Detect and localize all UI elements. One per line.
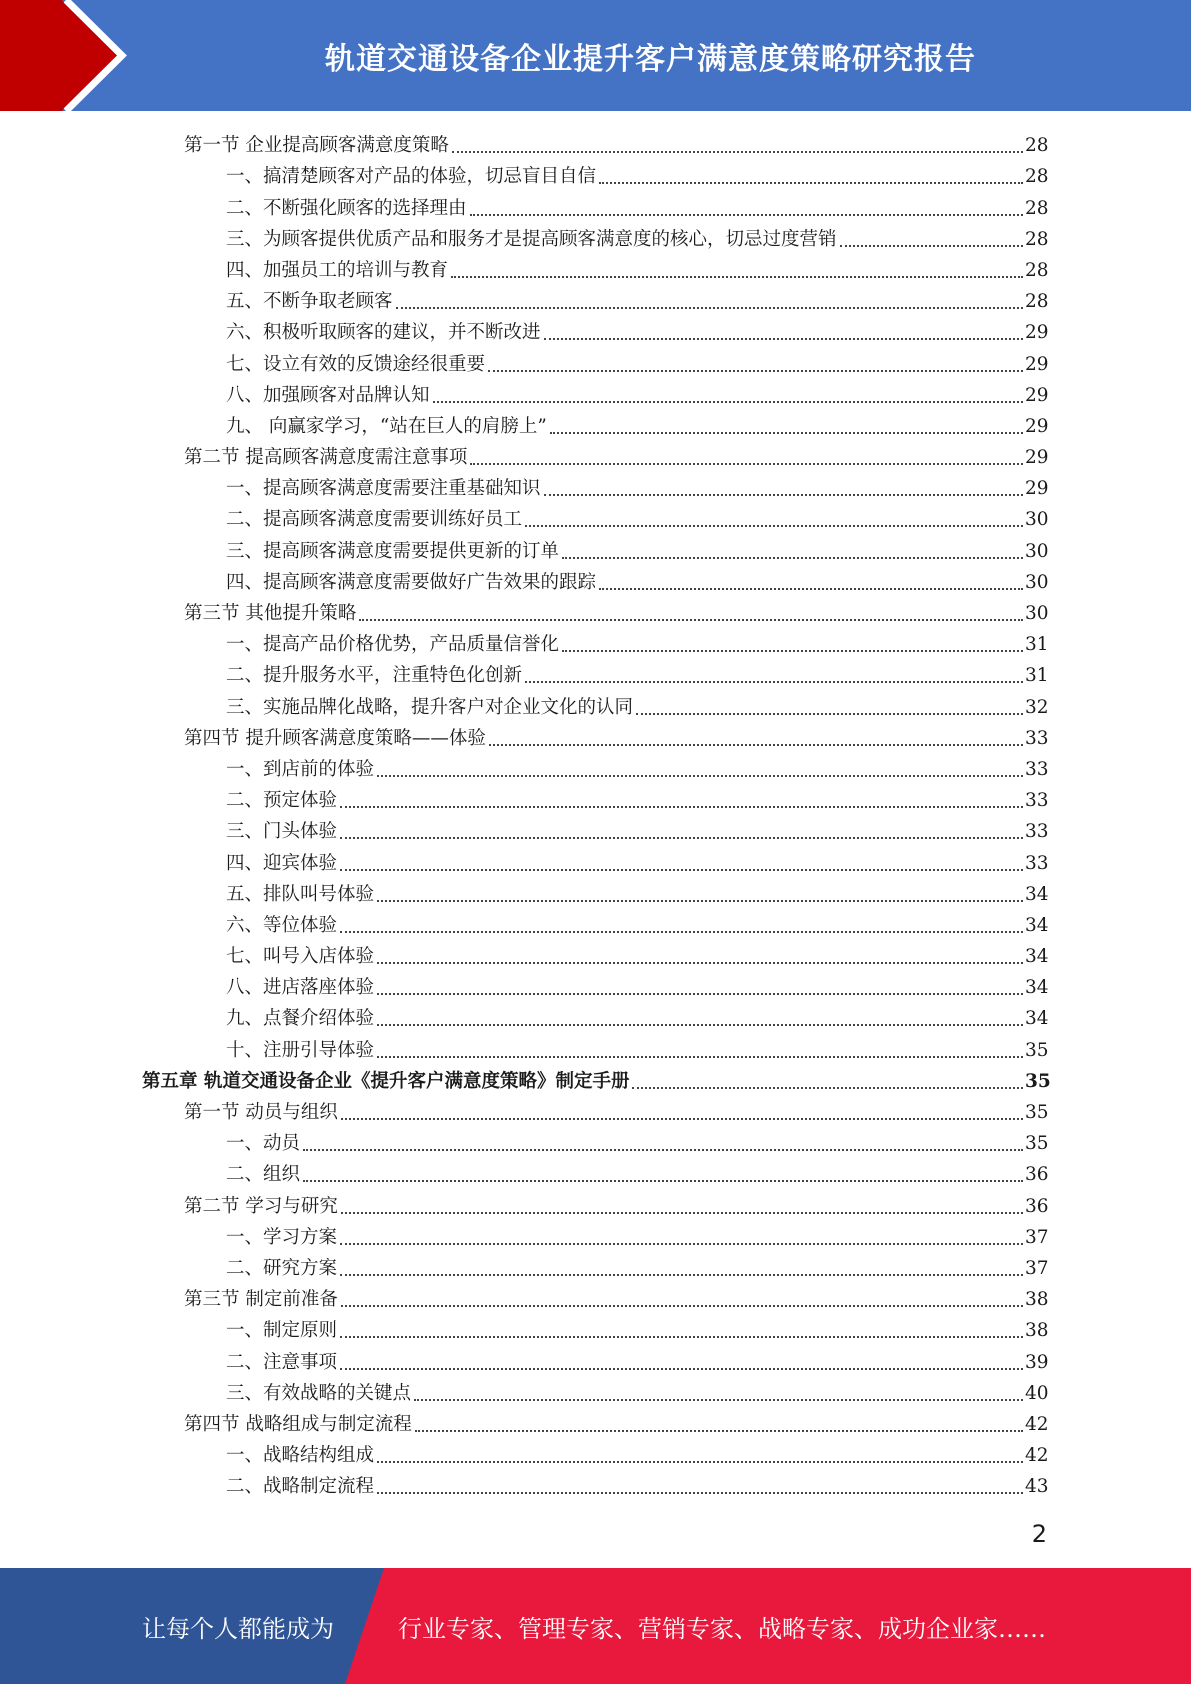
toc-subsection-entry[interactable] [0, 314, 1191, 345]
toc-dot-leader [562, 648, 1023, 652]
toc-entry-page: 28 [1025, 228, 1049, 250]
toc-dot-leader [340, 804, 1023, 808]
toc-subsection-entry[interactable] [0, 283, 1191, 314]
toc-entry-label: 九、点餐介绍体验 [226, 1008, 375, 1030]
toc-dot-leader [433, 399, 1023, 403]
toc-dot-leader [489, 742, 1023, 746]
toc-subsection-entry[interactable] [0, 377, 1191, 408]
toc-entry-page: 37 [1025, 1226, 1049, 1248]
toc-subsection-entry[interactable] [0, 158, 1191, 189]
toc-entry-page: 35 [1025, 1133, 1049, 1155]
toc-entry-page: 28 [1025, 259, 1049, 281]
toc-entry-page: 35 [1025, 1070, 1051, 1092]
toc-section-entry[interactable] [0, 720, 1191, 751]
toc-entry-page: 30 [1025, 603, 1049, 624]
toc-entry-label: 二、提升服务水平，注重特色化创新 [226, 665, 523, 687]
toc-section-entry[interactable] [0, 1094, 1191, 1125]
toc-dot-leader [377, 991, 1023, 995]
toc-dot-leader [544, 336, 1023, 340]
toc-section-entry[interactable] [0, 127, 1191, 158]
toc-entry-page: 36 [1025, 1164, 1049, 1186]
toc-entry-page: 28 [1025, 291, 1049, 313]
toc-entry-page: 28 [1025, 166, 1049, 188]
toc-dot-leader [599, 586, 1023, 590]
toc-dot-leader [396, 305, 1023, 309]
toc-entry-label: 三、实施品牌化战略，提升客户对企业文化的认同 [226, 696, 634, 718]
toc-entry-page: 34 [1025, 883, 1049, 905]
toc-dot-leader [636, 711, 1023, 715]
toc-entry-page: 36 [1025, 1195, 1049, 1217]
footer-slogan-left: 让每个人都能成为 [142, 1614, 334, 1643]
toc-subsection-entry[interactable] [0, 1250, 1191, 1281]
toc-dot-leader [414, 1397, 1023, 1401]
toc-dot-leader [340, 929, 1023, 933]
toc-entry-page: 32 [1025, 696, 1049, 718]
toc-subsection-entry[interactable] [0, 1312, 1191, 1343]
toc-subsection-entry[interactable] [0, 532, 1191, 563]
toc-subsection-entry[interactable] [0, 782, 1191, 813]
toc-entry-label: 二、注意事项 [226, 1351, 338, 1373]
toc-subsection-entry[interactable] [0, 1031, 1191, 1062]
toc-dot-leader [303, 1178, 1023, 1182]
toc-entry-page: 34 [1025, 1008, 1049, 1030]
toc-entry-label: 第二节 提高顾客满意度需注意事项 [184, 447, 468, 469]
toc-dot-leader [377, 1490, 1023, 1494]
toc-subsection-entry[interactable] [0, 626, 1191, 657]
toc-subsection-entry[interactable] [0, 1375, 1191, 1406]
toc-entry-page: 31 [1025, 665, 1049, 687]
toc-entry-label: 第四节 提升顾客满意度策略——体验 [184, 727, 486, 749]
toc-section-entry[interactable] [0, 439, 1191, 470]
toc-dot-leader [377, 960, 1023, 964]
toc-entry-label: 第一节 企业提高顾客满意度策略 [184, 135, 449, 157]
toc-entry-page: 29 [1025, 322, 1049, 344]
toc-entry-page: 42 [1025, 1445, 1049, 1467]
toc-chapter-entry[interactable] [0, 1063, 1191, 1094]
toc-entry-label: 第三节 制定前准备 [184, 1289, 338, 1311]
toc-dot-leader [377, 1022, 1023, 1026]
toc-entry-page: 38 [1025, 1289, 1049, 1311]
toc-dot-leader [599, 180, 1023, 184]
toc-entry-page: 29 [1025, 353, 1049, 375]
toc-dot-leader [840, 243, 1023, 247]
toc-entry-label: 二、战略制定流程 [226, 1476, 375, 1498]
toc-entry-label: 一、提高顾客满意度需要注重基础知识 [226, 478, 541, 500]
toc-subsection-entry[interactable] [0, 221, 1191, 252]
toc-entry-label: 三、为顾客提供优质产品和服务才是提高顾客满意度的核心，切忌过度营销 [226, 228, 837, 250]
toc-entry-label: 一、动员 [226, 1133, 301, 1155]
toc-entry-page: 33 [1025, 790, 1049, 812]
toc-entry-label: 六、等位体验 [226, 914, 338, 936]
toc-entry-label: 二、组织 [226, 1164, 301, 1186]
footer-slogan-right: 行业专家、管理专家、营销专家、战略专家、成功企业家…… [398, 1614, 1046, 1643]
toc-subsection-entry[interactable] [0, 564, 1191, 595]
toc-entry-label: 二、研究方案 [226, 1257, 338, 1279]
toc-entry-label: 第四节 战略组成与制定流程 [184, 1413, 412, 1435]
toc-entry-label: 第五章 轨道交通设备企业《提升客户满意度策略》制定手册 [142, 1070, 630, 1092]
toc-entry-label: 八、加强顾客对品牌认知 [226, 384, 430, 406]
toc-section-entry[interactable] [0, 595, 1191, 626]
toc-entry-page: 30 [1025, 540, 1049, 562]
toc-subsection-entry[interactable] [0, 907, 1191, 938]
toc-subsection-entry[interactable] [0, 813, 1191, 844]
toc-entry-page: 30 [1025, 509, 1049, 531]
toc-entry-page: 40 [1025, 1382, 1049, 1404]
toc-dot-leader [452, 149, 1023, 153]
toc-entry-page: 42 [1025, 1413, 1049, 1435]
toc-entry-page: 31 [1025, 634, 1049, 656]
toc-entry-label: 一、提高产品价格优势，产品质量信誉化 [226, 634, 560, 656]
toc-dot-leader [562, 555, 1023, 559]
toc-entry-label: 一、到店前的体验 [226, 758, 375, 780]
toc-dot-leader [415, 1428, 1023, 1432]
toc-subsection-entry[interactable] [0, 1156, 1191, 1187]
toc-dot-leader [544, 492, 1023, 496]
toc-entry-page: 33 [1025, 758, 1049, 780]
toc-entry-page: 43 [1025, 1476, 1049, 1498]
toc-entry-label: 十、注册引导体验 [226, 1039, 375, 1061]
toc-subsection-entry[interactable] [0, 345, 1191, 376]
toc-subsection-entry[interactable] [0, 1343, 1191, 1374]
toc-entry-label: 九、 向赢家学习，“站在巨人的肩膀上” [226, 415, 547, 437]
toc-entry-label: 一、搞清楚顾客对产品的体验，切忌盲目自信 [226, 166, 597, 188]
toc-dot-leader [303, 1147, 1023, 1151]
toc-entry-page: 34 [1025, 914, 1049, 936]
table-of-contents [0, 127, 1191, 1499]
toc-entry-page: 37 [1025, 1257, 1049, 1279]
toc-subsection-entry[interactable] [0, 1468, 1191, 1499]
toc-entry-label: 三、有效战略的关键点 [226, 1382, 412, 1404]
header-banner [0, 0, 1191, 111]
toc-dot-leader [341, 1210, 1023, 1214]
toc-entry-page: 28 [1025, 197, 1049, 219]
toc-section-entry[interactable] [0, 1187, 1191, 1218]
toc-dot-leader [340, 835, 1023, 839]
toc-dot-leader [359, 617, 1023, 621]
toc-subsection-entry[interactable] [0, 938, 1191, 969]
toc-entry-page: 33 [1025, 852, 1049, 874]
toc-entry-label: 四、加强员工的培训与教育 [226, 259, 449, 281]
toc-dot-leader [377, 1459, 1023, 1463]
toc-dot-leader [377, 898, 1023, 902]
toc-subsection-entry[interactable] [0, 1219, 1191, 1250]
toc-dot-leader [340, 1334, 1023, 1338]
toc-entry-label: 第一节 动员与组织 [184, 1102, 338, 1123]
toc-entry-label: 一、制定原则 [226, 1320, 338, 1342]
toc-entry-page: 29 [1025, 384, 1049, 406]
toc-entry-label: 一、学习方案 [226, 1226, 338, 1248]
toc-entry-page: 35 [1025, 1039, 1049, 1061]
toc-entry-label: 二、预定体验 [226, 790, 338, 812]
toc-subsection-entry[interactable] [0, 1000, 1191, 1031]
toc-subsection-entry[interactable] [0, 408, 1191, 439]
toc-entry-page: 38 [1025, 1320, 1049, 1342]
toc-entry-page: 33 [1025, 821, 1049, 843]
toc-dot-leader [451, 274, 1023, 278]
footer-banner [0, 1568, 1191, 1684]
toc-dot-leader [632, 1085, 1023, 1089]
toc-dot-leader [340, 1272, 1023, 1276]
toc-subsection-entry[interactable] [0, 1437, 1191, 1468]
toc-entry-label: 五、排队叫号体验 [226, 883, 375, 905]
toc-entry-label: 三、门头体验 [226, 821, 338, 843]
toc-entry-label: 八、进店落座体验 [226, 977, 375, 999]
toc-entry-label: 五、不断争取老顾客 [226, 291, 393, 313]
toc-subsection-entry[interactable] [0, 189, 1191, 220]
toc-dot-leader [340, 1241, 1023, 1245]
toc-dot-leader [525, 523, 1023, 527]
toc-dot-leader [377, 1054, 1023, 1058]
toc-dot-leader [488, 368, 1023, 372]
toc-subsection-entry[interactable] [0, 969, 1191, 1000]
toc-entry-page: 29 [1025, 478, 1049, 500]
toc-subsection-entry[interactable] [0, 1125, 1191, 1156]
toc-dot-leader [340, 867, 1023, 871]
toc-dot-leader [341, 1303, 1023, 1307]
report-title: 轨道交通设备企业提升客户满意度策略研究报告 [325, 41, 976, 77]
toc-entry-page: 29 [1025, 415, 1049, 437]
toc-entry-label: 二、提高顾客满意度需要训练好员工 [226, 509, 523, 531]
toc-entry-label: 三、提高顾客满意度需要提供更新的订单 [226, 540, 560, 562]
toc-subsection-entry[interactable] [0, 844, 1191, 875]
toc-dot-leader [340, 1366, 1023, 1370]
toc-entry-page: 28 [1025, 135, 1049, 157]
toc-entry-page: 34 [1025, 977, 1049, 999]
toc-subsection-entry[interactable] [0, 688, 1191, 719]
toc-entry-page: 39 [1025, 1351, 1049, 1373]
toc-dot-leader [341, 1116, 1023, 1120]
page-number: 2 [1031, 1520, 1047, 1548]
toc-subsection-entry[interactable] [0, 657, 1191, 688]
toc-entry-page: 35 [1025, 1102, 1049, 1123]
toc-subsection-entry[interactable] [0, 751, 1191, 782]
toc-subsection-entry[interactable] [0, 876, 1191, 907]
toc-dot-leader [377, 773, 1023, 777]
arrow-chevron-icon [0, 0, 160, 111]
toc-dot-leader [470, 461, 1023, 465]
toc-entry-label: 七、设立有效的反馈途经很重要 [226, 353, 486, 375]
toc-entry-label: 四、迎宾体验 [226, 852, 338, 874]
toc-entry-label: 六、积极听取顾客的建议，并不断改进 [226, 322, 541, 344]
toc-section-entry[interactable] [0, 1281, 1191, 1312]
toc-entry-label: 一、战略结构组成 [226, 1445, 375, 1467]
toc-entry-label: 第三节 其他提升策略 [184, 603, 357, 624]
toc-entry-page: 29 [1025, 447, 1049, 469]
toc-dot-leader [525, 679, 1023, 683]
toc-entry-page: 30 [1025, 571, 1049, 593]
toc-entry-label: 第二节 学习与研究 [184, 1195, 338, 1217]
toc-subsection-entry[interactable] [0, 470, 1191, 501]
toc-subsection-entry[interactable] [0, 252, 1191, 283]
toc-entry-label: 二、不断强化顾客的选择理由 [226, 197, 467, 219]
toc-entry-page: 34 [1025, 946, 1049, 968]
toc-dot-leader [470, 212, 1023, 216]
toc-subsection-entry[interactable] [0, 501, 1191, 532]
toc-entry-label: 七、叫号入店体验 [226, 946, 375, 968]
toc-entry-label: 四、提高顾客满意度需要做好广告效果的跟踪 [226, 571, 597, 593]
toc-dot-leader [550, 430, 1023, 434]
toc-entry-page: 33 [1025, 727, 1049, 749]
toc-section-entry[interactable] [0, 1406, 1191, 1437]
